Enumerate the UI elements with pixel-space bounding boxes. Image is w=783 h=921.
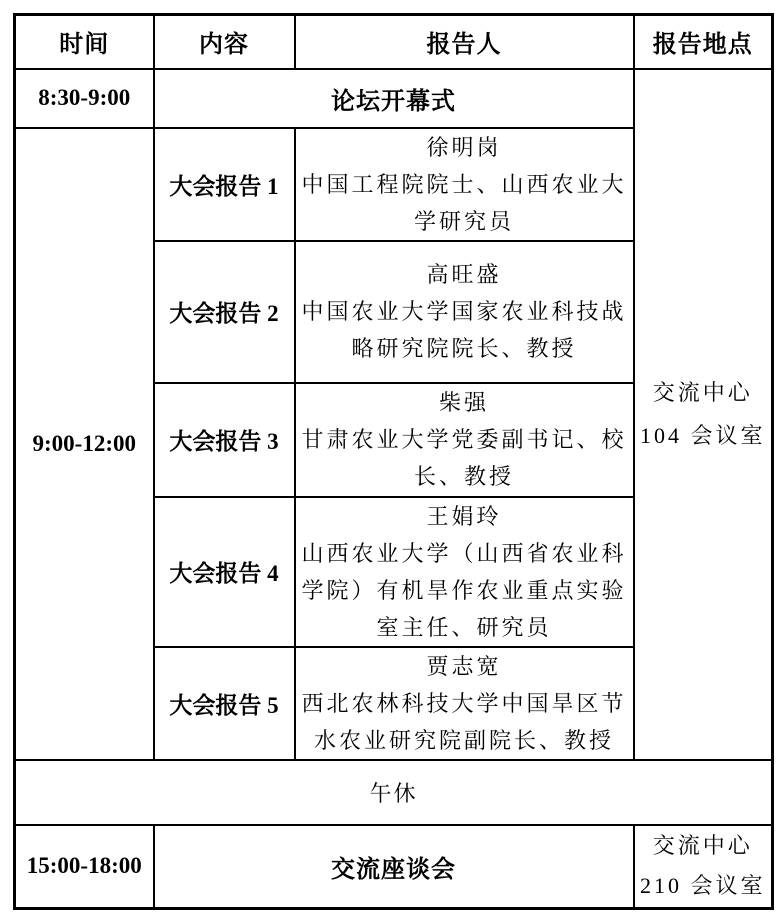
speaker-affiliation-line: 中国工程院院士、山西农业大 [301,171,627,197]
opening-time-cell: 8:30-9:00 [15,69,154,128]
speaker-affiliation-line: 室主任、研究员 [376,614,552,640]
report-label-cell-4: 大会报告 4 [154,497,295,647]
speaker-cell-4 [295,497,634,647]
schedule-table [13,13,774,910]
speaker-affiliation-line: 西北农林科技大学中国旱区节 [301,690,627,716]
speaker-cell-3 [295,383,634,497]
afternoon-title-cell: 交流座谈会 [154,825,634,909]
header-cell-speaker: 报告人 [295,15,634,69]
header-cell-content: 内容 [154,15,295,69]
speaker-name: 高旺盛 [426,262,502,287]
afternoon-location-cell [634,825,773,909]
speaker-affiliation-line: 水农业研究院副院长、教授 [313,727,614,753]
location-line: 104 会议室 [639,423,766,448]
speaker-name: 贾志宽 [426,653,502,679]
afternoon-time-cell: 15:00-18:00 [15,825,154,909]
noon-break-row [15,760,773,825]
speaker-cell-2 [295,241,634,383]
location-line: 交流中心 [652,380,753,405]
morning-time-cell: 9:00-12:00 [15,128,154,760]
speaker-cell-1 [295,128,634,241]
speaker-cell-5 [295,647,634,760]
speaker-name: 王娟玲 [426,503,502,529]
speaker-affiliation-line: 略研究院院长、教授 [351,336,577,361]
opening-title-cell: 论坛开幕式 [154,69,634,128]
opening-row [15,69,773,128]
speaker-affiliation-line: 中国农业大学国家农业科技战 [301,299,627,324]
speaker-affiliation-line: 长、教授 [413,464,514,489]
report-label-cell-2: 大会报告 2 [154,241,295,383]
header-cell-time: 时间 [15,15,154,69]
report-label-cell-1: 大会报告 1 [154,128,295,241]
speaker-affiliation-line: 山西农业大学（山西省农业科 [301,540,627,566]
speaker-affiliation-line: 学研究员 [413,208,514,234]
report-label-cell-5: 大会报告 5 [154,647,295,760]
header-cell-location: 报告地点 [634,15,773,69]
header-row [15,15,773,69]
speaker-affiliation-line: 甘肃农业大学党委副书记、校 [301,427,627,452]
afternoon-row [15,825,773,909]
morning-location-cell [634,69,773,760]
speaker-name: 柴强 [438,390,489,415]
noon-break-cell: 午休 [15,760,773,825]
speaker-name: 徐明岗 [426,134,502,160]
report-label-cell-3: 大会报告 3 [154,383,295,497]
speaker-affiliation-line: 学院）有机旱作农业重点实验 [301,577,627,603]
location-line: 210 会议室 [639,873,766,899]
location-line: 交流中心 [652,833,753,859]
